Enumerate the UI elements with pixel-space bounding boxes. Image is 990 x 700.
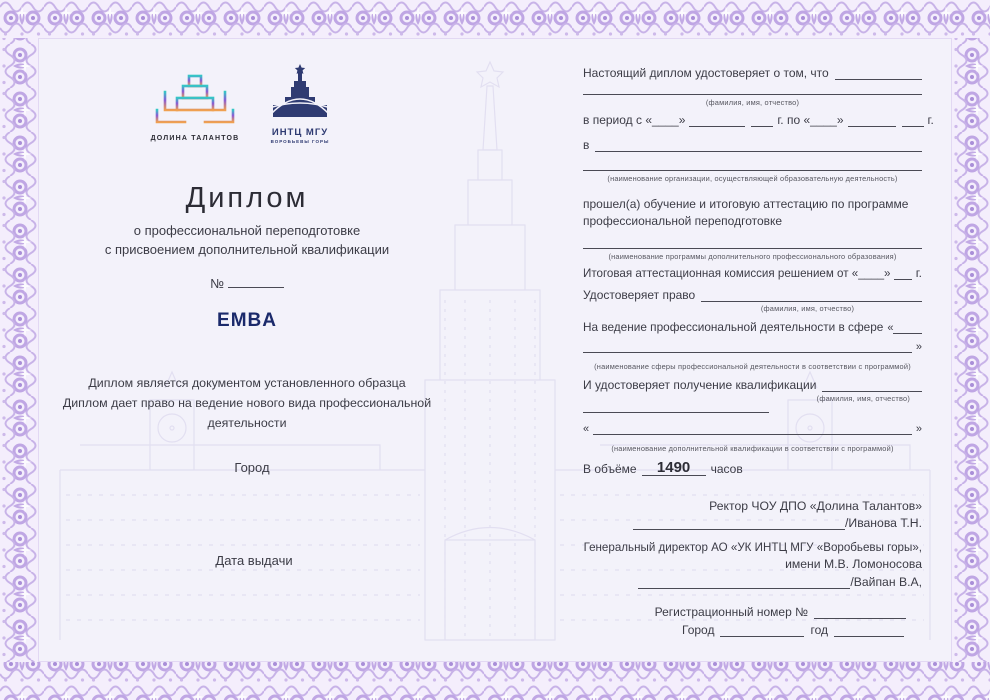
commission-label: Итоговая аттестационная комиссия решением от «____» (583, 267, 891, 280)
blank-line (822, 379, 922, 392)
rector-name: /Иванова Т.Н. (845, 516, 922, 530)
blank-line (720, 624, 804, 637)
passed-text: прошел(а) обучение и итоговую аттестацию по программе профессиональной переподготовке (583, 197, 909, 228)
signature-line (638, 576, 850, 589)
sphere-hint-row (583, 362, 922, 371)
rector-signature-row (583, 516, 922, 530)
fio-hint: (фамилия, имя, отчество) (705, 98, 800, 107)
blank-line (583, 400, 769, 413)
qualification-hint: (наименование дополнительной квалификации в соответствии с программой) (611, 444, 894, 453)
director-title-line2: имени М.В. Ломоносова (785, 557, 922, 571)
program-hint: (наименование программы дополнительного профессионального образования) (608, 252, 897, 261)
rector-title-row (583, 499, 922, 513)
fio-hint-row2 (583, 304, 922, 313)
director-name: /Вайпан В.А, (850, 575, 922, 589)
blank-line (751, 114, 773, 127)
talent-valley-building-icon (154, 64, 236, 126)
blank-line (848, 114, 896, 127)
diploma-subtitle-line2: с присвоением дополнительной квалификации (104, 242, 390, 257)
director-title-row2 (583, 557, 922, 571)
blank-line (701, 289, 922, 302)
fio-hint: (фамилия, имя, отчество) (760, 304, 855, 313)
left-column (40, 40, 454, 660)
diploma-number-blank (228, 275, 284, 288)
blank-line (894, 267, 911, 280)
program-name: EMBA (217, 310, 277, 331)
blank-line (814, 606, 906, 619)
director-title-line1: Генеральный директор АО «УК ИНТЦ МГУ «Воробьевы горы», (583, 541, 922, 554)
blank-line (893, 321, 922, 334)
footer-city-label: Город (682, 623, 715, 637)
qualification-row (583, 378, 922, 392)
volume-row (583, 460, 922, 476)
sphere-hint: (наименование сферы профессиональной деятельности в соответствии с программой) (594, 362, 911, 371)
blank-line (583, 236, 922, 249)
city-label: Город (234, 460, 270, 475)
organization-line2 (583, 158, 922, 171)
talent-valley-logo (135, 64, 255, 142)
blank-line (902, 114, 924, 127)
intc-msu-building-icon (267, 62, 333, 120)
period-middle: г. по «____» (777, 113, 844, 127)
note-line2: Диплом дает право на ведение нового вида профессиональной деятельности (62, 396, 432, 430)
open-quote: « (583, 423, 590, 435)
blank-line (583, 158, 922, 171)
volume-value: 1490 (642, 460, 706, 476)
intc-msu-logo (245, 62, 355, 144)
director-title-row (583, 541, 922, 554)
intc-msu-subtitle: ВОРОБЬЕВЫ ГОРЫ (270, 139, 330, 144)
blank-line (583, 340, 912, 353)
qualification-label: И удостоверяет получение квалификации (583, 378, 817, 392)
title-block (40, 182, 454, 291)
diploma-number-label: № (210, 276, 225, 291)
fio-hint: (фамилия, имя, отчество) (816, 394, 910, 403)
sphere-line2-row (583, 340, 922, 353)
commission-year-suffix: г. (915, 266, 922, 280)
reg-number-label: Регистрационный номер № (654, 605, 808, 619)
city-year-row (583, 623, 922, 637)
blank-line (834, 624, 904, 637)
organization-row (583, 138, 922, 152)
director-signature-row (583, 575, 922, 589)
diploma-title: Диплом (185, 182, 309, 214)
volume-units: часов (710, 462, 743, 476)
diploma-content (40, 40, 950, 660)
sphere-label: На ведение профессиональной деятельности в сфере (583, 320, 884, 334)
diploma-number-row (40, 275, 454, 291)
organization-hint: (наименование организации, осуществляющей образовательную деятельность) (607, 174, 898, 183)
in-label: в (583, 138, 590, 152)
blank-line (835, 67, 922, 80)
blank-line (595, 139, 922, 152)
fio-hint-row (583, 98, 922, 107)
program-line-row (583, 236, 922, 249)
period-prefix: в период с «____» (583, 113, 686, 127)
period-row (583, 113, 934, 127)
blank-line (583, 82, 922, 95)
diploma-subtitle-line1: о профессиональной переподготовке (133, 223, 361, 238)
certifies-right-label: Удостоверяет право (583, 288, 696, 302)
qualification-hint-row (583, 444, 922, 453)
intc-msu-title: ИНТЦ МГУ (271, 127, 329, 138)
diploma-notes (40, 373, 454, 433)
reg-number-row (583, 605, 922, 619)
program-hint-row (583, 252, 922, 261)
blank-line (593, 422, 912, 435)
commission-row (583, 266, 922, 280)
right-row (583, 288, 922, 302)
qualification-line2-row (583, 400, 922, 413)
footer-year-label: год (810, 623, 828, 637)
note-line1: Диплом является документом установленного образца (88, 376, 406, 390)
signature-line (633, 517, 845, 530)
period-suffix: г. (927, 113, 934, 127)
close-quote: » (915, 341, 922, 353)
rector-title: Ректор ЧОУ ДПО «Долина Талантов» (709, 499, 922, 513)
certifies-row (583, 66, 922, 80)
close-quote: » (915, 423, 922, 435)
diploma-subtitle (40, 221, 454, 259)
organization-hint-row (583, 174, 922, 183)
talent-valley-caption: ДОЛИНА ТАЛАНТОВ (150, 135, 240, 142)
issue-date-label: Дата выдачи (215, 553, 293, 568)
fio-line-row (583, 82, 922, 95)
open-quote: « (887, 322, 894, 334)
certifies-label: Настоящий диплом удостоверяет о том, что (583, 66, 829, 80)
qualification-quote-row (583, 422, 922, 435)
blank-line (689, 114, 745, 127)
volume-label: В объёме (583, 462, 637, 476)
right-column (583, 40, 934, 660)
sphere-row (583, 320, 922, 334)
